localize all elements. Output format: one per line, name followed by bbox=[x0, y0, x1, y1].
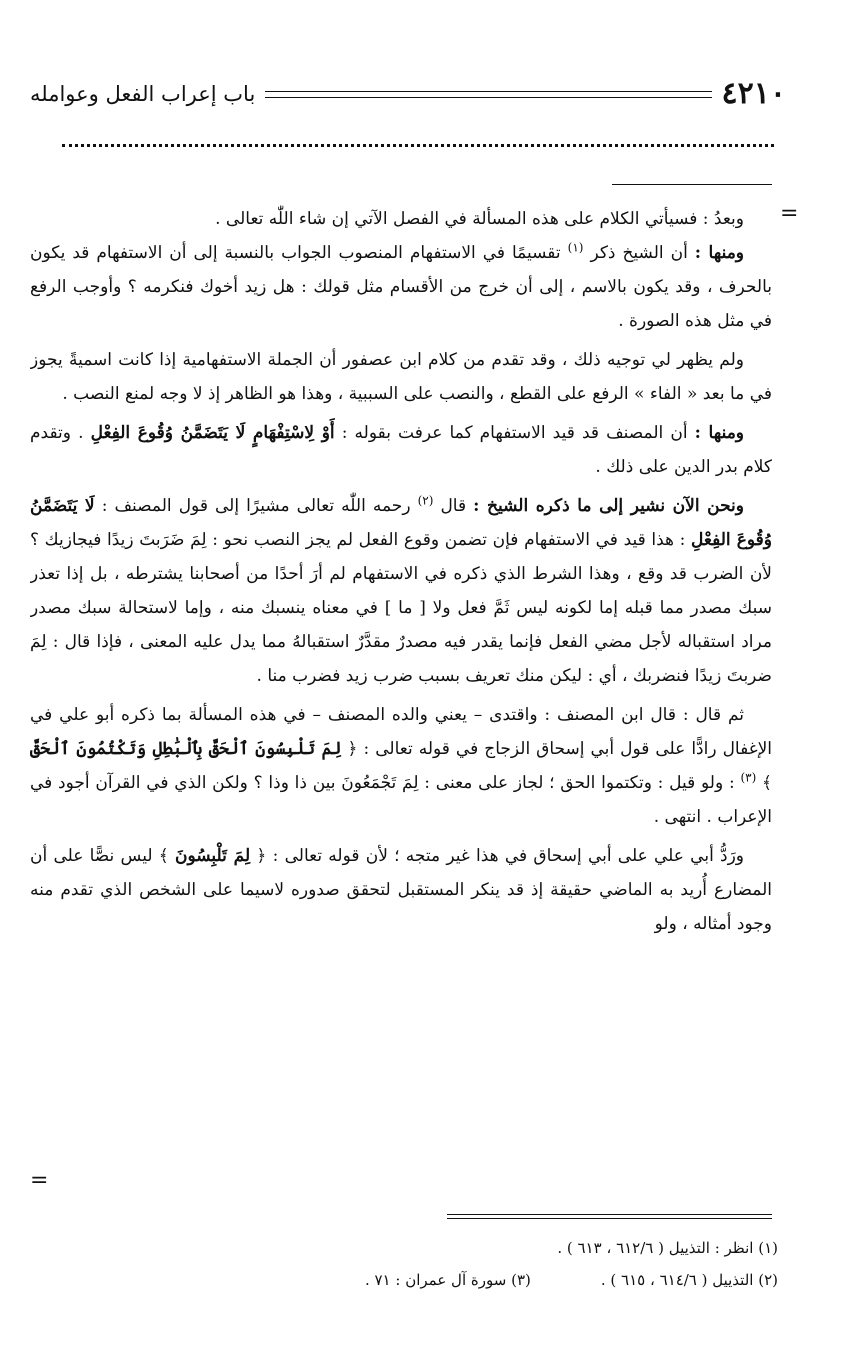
footnote: (١) انظر : التذييل ( ٦١٢/٦ ، ٦١٣ ) . bbox=[557, 1239, 778, 1257]
continuation-mark-bottom: = bbox=[30, 1168, 49, 1193]
quran-verse: لِمَ تَلْبِسُونَ ٱلْحَقَّ بِٱلْبَٰطِلِ وَتَكْتُمُونَ ٱلْحَقَّ bbox=[30, 739, 342, 759]
paragraph-lead: ومنها : bbox=[694, 423, 745, 443]
quran-bracket-close: ﴾ bbox=[158, 846, 169, 866]
paragraph-lead: ونحن الآن نشير إلى ما ذكره الشيخ : bbox=[473, 496, 745, 516]
paragraph-text: ورَدُّ أبي علي على أبي إسحاق في هذا غير متجه ؛ لأن قوله تعالى : bbox=[272, 846, 745, 866]
main-text bbox=[30, 202, 772, 1164]
quran-bracket-open: ﴿ bbox=[256, 846, 267, 866]
paragraph-text: وبعدُ : فسيأتي الكلام على هذه المسألة في الفصل الآتي إن شاء اللّٰه تعالى . bbox=[215, 209, 744, 229]
quran-verse: لِمَ تَلْبِسُونَ bbox=[174, 846, 251, 866]
short-rule bbox=[612, 184, 772, 185]
footnote-line bbox=[60, 1232, 778, 1264]
running-header bbox=[30, 78, 786, 110]
paragraph-text: . وتقدم كلام بدر الدين على ذلك . bbox=[30, 423, 772, 477]
paragraph bbox=[30, 839, 772, 941]
footnote: (٣) سورة آل عمران : ٧١ . bbox=[364, 1271, 531, 1289]
footnote-ref[interactable]: (٣) bbox=[740, 770, 757, 785]
paragraph bbox=[30, 343, 772, 411]
chapter-title: باب إعراب الفعل وعوامله bbox=[30, 82, 256, 106]
paragraph-lead: ومنها : bbox=[694, 243, 745, 263]
paragraph-text: قال bbox=[440, 496, 467, 516]
paragraph-text: ليس نصًّا على أن المضارع أُريد به الماضي حقيقة إذ قد ينكر المستقبل لتحقق صدوره لاسيما على الشخص الذي تقدم منه وجود أمثاله ، ولو bbox=[30, 846, 772, 934]
quoted-text: أَوْ لِاسْتِفْهَامٍ لَا يَتَضَمَّنُ وُقُوعَ الفِعْلِ bbox=[90, 423, 335, 443]
quoted-text: لَا يَتَضَمَّنُ وُقُوعَ الفِعْلِ bbox=[30, 496, 772, 550]
paragraph-text: تقسيمًا في الاستفهام المنصوب الجواب بالنسبة إلى أن الاستفهام قد يكون بالحرف ، وقد يكون بالاسم ، إلى أن خرج من الأقسام مثل قولك : هل زيد أخوك فنكرمه ؟ وأوجب الرفع في مثل هذه الصورة . bbox=[30, 243, 772, 331]
footnote: (٢) التذييل ( ٦١٤/٦ ، ٦١٥ ) . bbox=[600, 1271, 778, 1289]
footnote-rule bbox=[447, 1214, 772, 1219]
paragraph-text: : ولو قيل : وتكتموا الحق ؛ لجاز على معنى : لِمَ تَجْمَعُونَ بين ذا وذا ؟ ولكن الذي في القرآن أجود في الإعراب . انتهى . bbox=[30, 773, 772, 827]
footnote-ref[interactable]: (٢) bbox=[417, 493, 434, 508]
quran-bracket-open: ﴿ bbox=[347, 739, 358, 759]
paragraph-text: رحمه اللّٰه تعالى مشيرًا إلى قول المصنف : bbox=[101, 496, 411, 516]
paragraph bbox=[30, 416, 772, 484]
paragraph bbox=[30, 236, 772, 338]
dotted-separator bbox=[62, 144, 774, 147]
footnotes bbox=[60, 1232, 778, 1296]
paragraph-text: ثم قال : قال ابن المصنف : واقتدى – يعني والده المصنف – في هذه المسألة بما ذكره أبو علي في الإغفال رادًّا على قول أبي إسحاق الزجاج في قوله تعالى : bbox=[30, 705, 772, 759]
paragraph-text: أن المصنف قد قيد الاستفهام كما عرفت بقوله : bbox=[341, 423, 688, 443]
header-rule bbox=[265, 91, 711, 98]
paragraph-text: أن الشيخ ذكر bbox=[590, 243, 688, 263]
paragraph-text: ولم يظهر لي توجيه ذلك ، وقد تقدم من كلام ابن عصفور أن الجملة الاستفهامية إذا كانت اسميةً يجوز في ما بعد « الفاء » الرفع على القطع ، والنصب على السببية ، وهذا هو الظاهر إذ لا وجه لمنع النصب . bbox=[30, 350, 772, 404]
paragraph bbox=[30, 202, 772, 236]
quran-bracket-close: ﴾ bbox=[762, 773, 772, 793]
continuation-mark-top: = bbox=[780, 201, 799, 226]
paragraph-text: : هذا قيد في الاستفهام فإن تضمن وقوع الفعل لم يجز النصب نحو : لِمَ ضَرَبتَ زيدًا فيجازيك ؟ لأن الضرب قد وقع ، وهذا الشرط الذي ذكره في الاستفهام لم أرَ أحدًا من أصحابنا يشترطه ، بل إذا تعذر سبك مصدر مما قبله إما لكونه ليس ثَمَّ فعل ولا [ ما ] في معناه ينسبك منه ، وإما لاستحالة سبك مصدر مراد استقباله لأجل مضي الفعل فإنما يقدر فيه مصدرٌ مقدَّرٌ استقبالهُ مما يدل عليه المعنى ، فإذا قال : لِمَ ضربتَ زيدًا فنضربك ، أي : ليكن منك تعريف بسبب ضرب زيد فضرب منا . bbox=[30, 530, 772, 686]
footnote-ref[interactable]: (١) bbox=[567, 240, 584, 255]
paragraph bbox=[30, 489, 772, 693]
page-number: ٤٢١٠ bbox=[721, 76, 786, 111]
paragraph bbox=[30, 698, 772, 834]
footnote-line bbox=[60, 1264, 778, 1296]
